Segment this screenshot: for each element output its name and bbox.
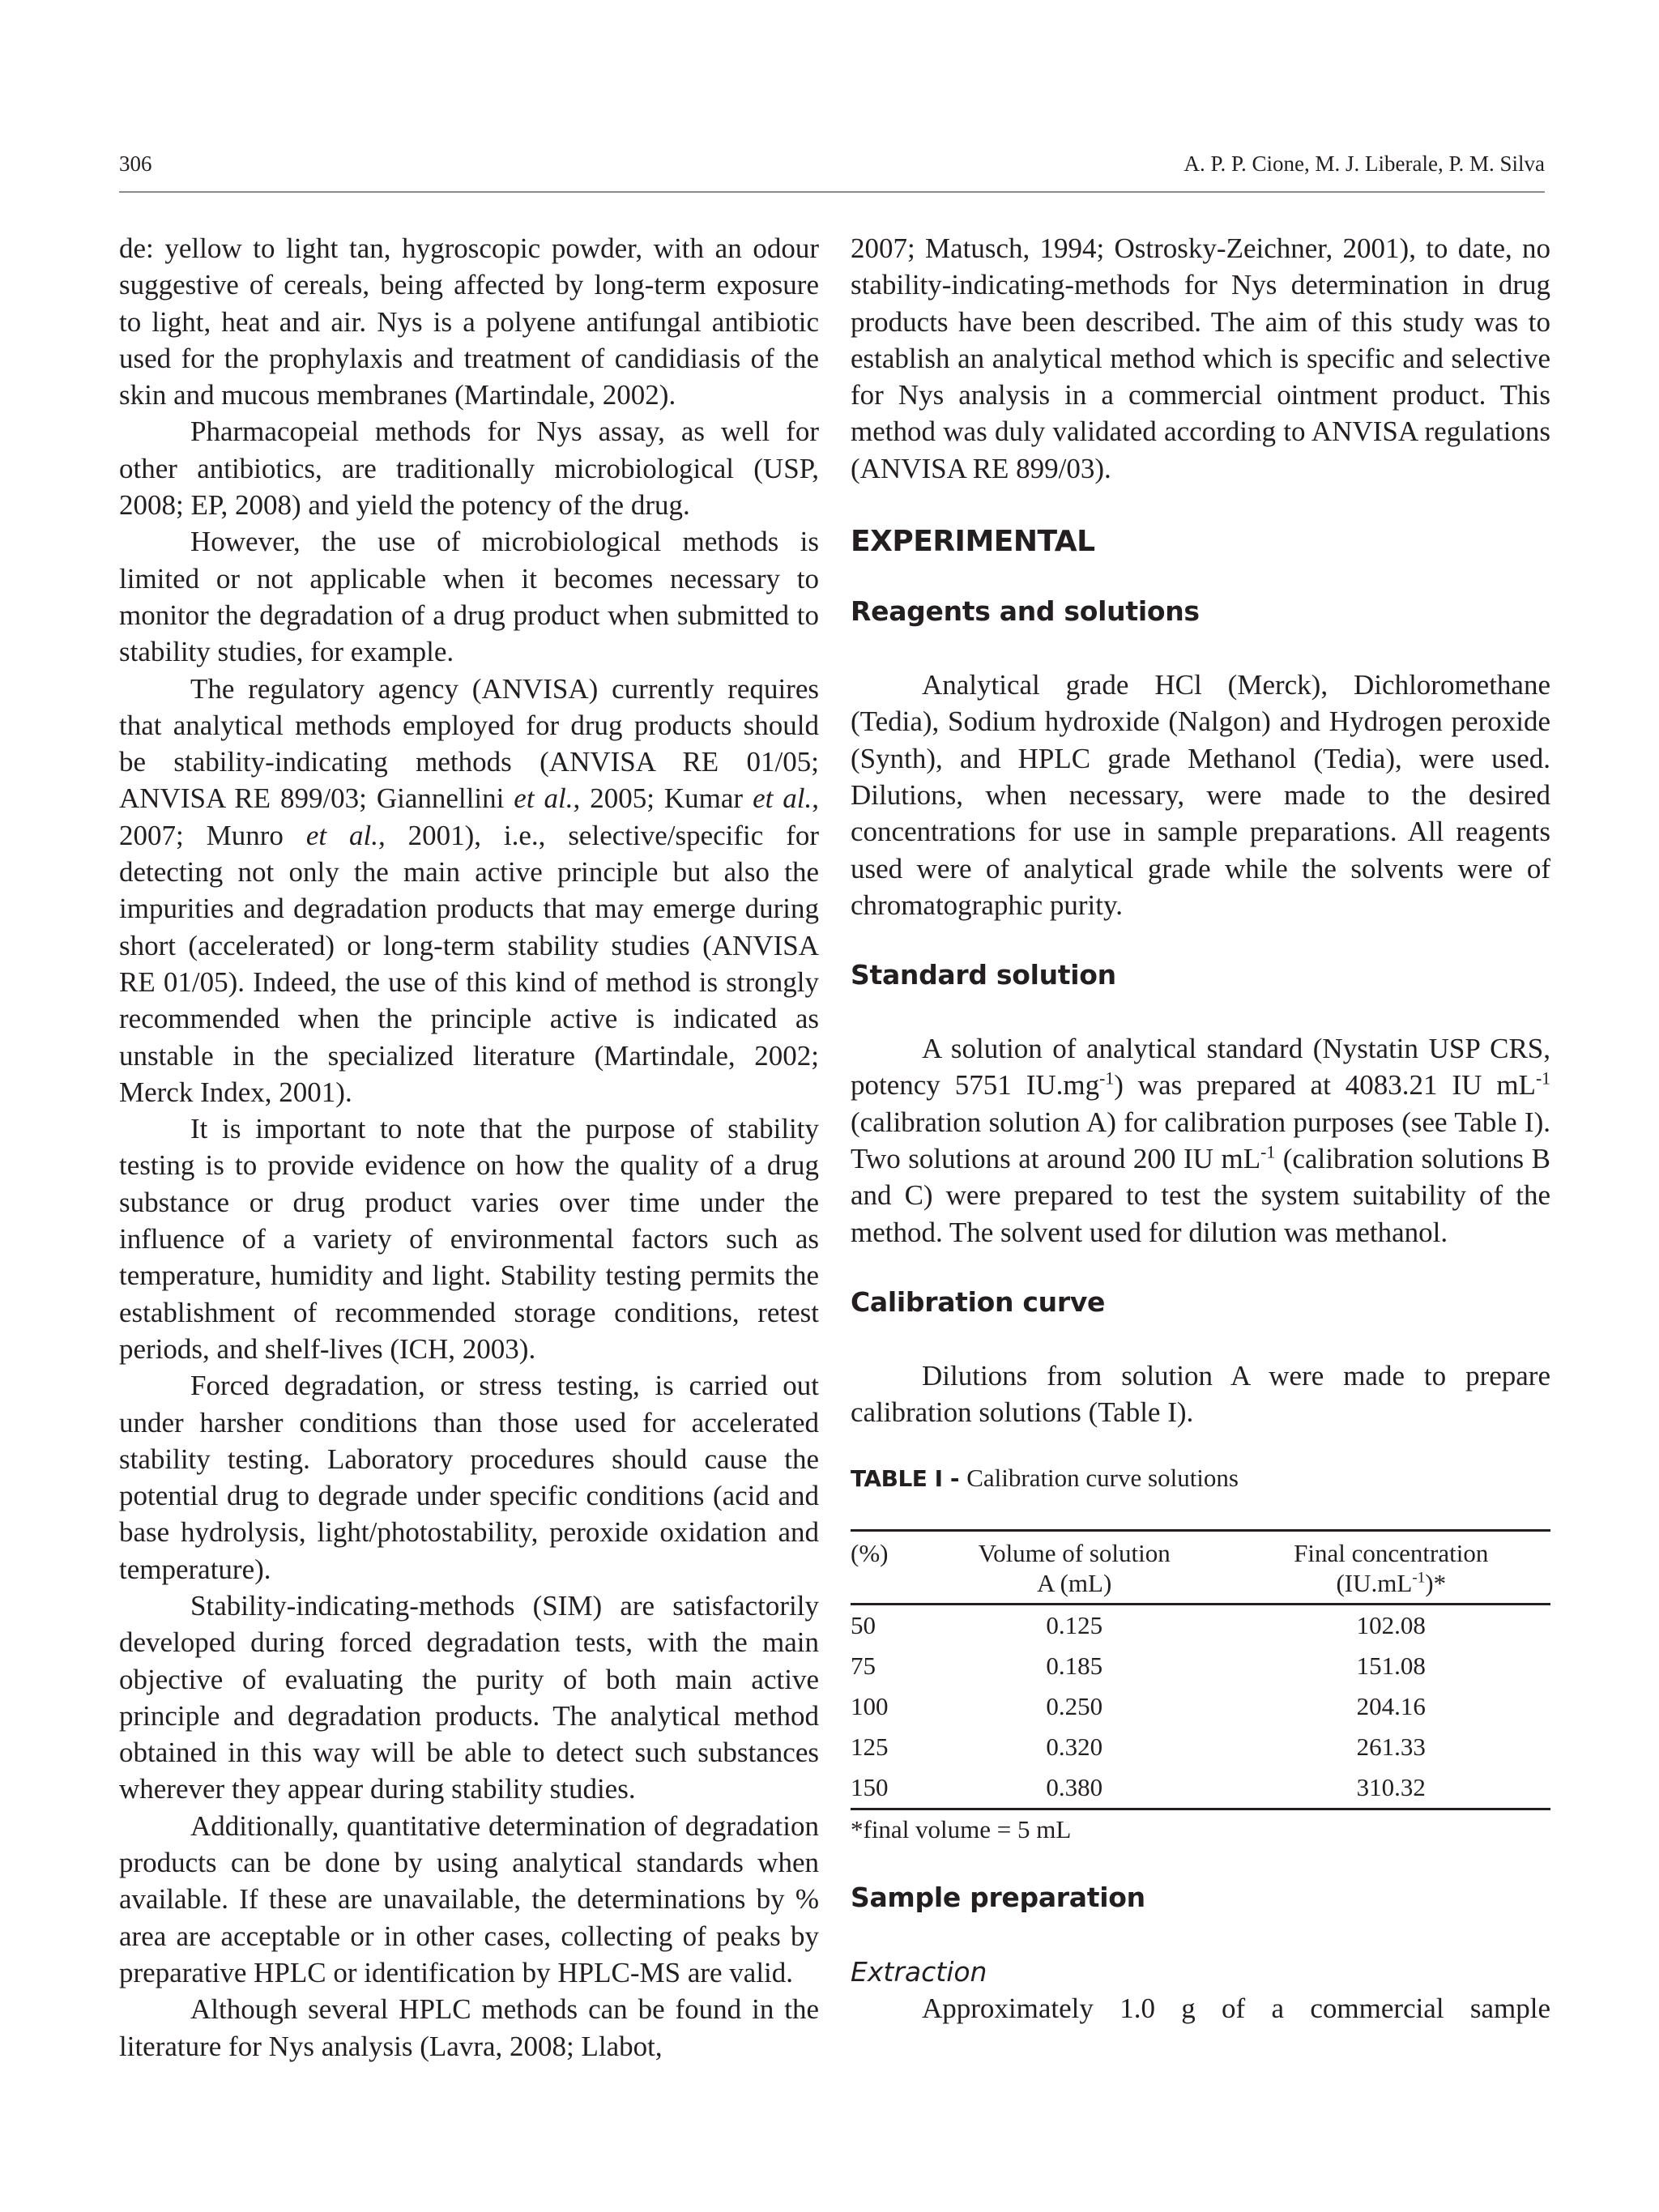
page-number: 306 — [119, 151, 152, 176]
table-label: TABLE I - — [851, 1464, 967, 1492]
header-percent: (%) — [851, 1530, 917, 1604]
paragraph-hplc-methods: Although several HPLC methods can be found in the literature for Nys analysis (Lavra, 2008; Llabot, — [119, 1993, 819, 2062]
paragraph-description: de: yellow to light tan, hygroscopic powder, with an odour suggestive of cereals, being affected by long-term exposure to light, heat and air. Nys is a polyene antifungal antibiotic used for the prophylaxis and treatment of candidiasis of the skin and mucous membranes (Martindale, 2002). — [119, 232, 819, 411]
paragraph-microbiological-limits: However, the use of microbiological methods is limited or not applicable when it becomes necessary to monitor the degradation of a drug product when submitted to stability studies, for example. — [119, 526, 819, 668]
subsection-title-sample-preparation: Sample preparation — [851, 1881, 1145, 1913]
subsection-title-calibration: Calibration curve — [851, 1285, 1106, 1318]
table-row: 100 0.250 204.16 — [851, 1691, 1426, 1720]
running-authors: A. P. P. Cione, M. J. Liberale, P. M. Silva — [1183, 151, 1545, 176]
paragraph-reagents: Analytical grade HCl (Merck), Dichloromethane (Tedia), Sodium hydroxide (Nalgon) and Hydrogen peroxide (Synth), and HPLC grade Methanol (Tedia), were used. Dilutions, when necessary, were made to the desired concentrations for use in sample preparations. All reagents used were of analytical grade while the solvents were of chromatographic purity. — [851, 669, 1550, 921]
table-caption — [851, 1462, 1550, 1495]
table-row: 75 0.185 151.08 — [851, 1651, 1426, 1680]
table-row: 50 0.125 102.08 — [851, 1610, 1426, 1639]
paragraph-regulatory: The regulatory agency (ANVISA) currently requires that analytical methods employed for drug products should be stability-indicating methods (ANVISA RE 01/05; ANVISA RE 899/03; Giannellini et al., 2005; Kumar et al., 2007; Munro et al., 2001), i.e., selective/specific for detecting not only the main active principle but also the impurities and degradation products that may emerge during short (accelerated) or long-term stability studies (ANVISA RE 01/05). Indeed, the use of this kind of method is strongly recommended when the principle active is indicated as unstable in the specialized literature (Martindale, 2002; Merck Index, 2001). — [119, 672, 820, 1108]
paragraph-calibration: Dilutions from solution A were made to prepare calibration solutions (Table I). — [851, 1359, 1550, 1429]
subsection-title-standard-solution: Standard solution — [851, 959, 1116, 991]
paragraph-quantitative: Additionally, quantitative determination of degradation products can be done by using analytical standards when available. If these are unavailable, the determinations by % area are acceptable or in other cases, collecting of peaks by preparative HPLC or identification by HPLC-MS are valid. — [119, 1809, 819, 1988]
paragraph-sim: Stability-indicating-methods (SIM) are satisfactorily developed during forced degradation tests, with the main objective of evaluating the purity of both main active principle and degradation products. The analytical method obtained in this way will be able to detect such substances wherever they appear during stability studies. — [119, 1589, 819, 1805]
right-column — [851, 230, 1550, 2027]
paragraph-stability-purpose: It is important to note that the purpose of stability testing is to provide evidence on how the quality of a drug substance or drug product varies over time under the influence of a variety of environmental factors such as temperature, humidity and light. Stability testing permits the establishment of recommended storage conditions, retest periods, and shelf-lives (ICH, 2003). — [119, 1113, 819, 1365]
header-volume: Volume of solution A (mL) — [917, 1530, 1232, 1604]
section-title-experimental: EXPERIMENTAL — [851, 525, 1095, 559]
table-row: 150 0.380 310.32 — [851, 1767, 1550, 1809]
paragraph-study-aim: 2007; Matusch, 1994; Ostrosky-Zeichner, 2001), to date, no stability-indicating-methods for Nys determination in drug products have been described. The aim of this study was to establish an analytical method which is specific and selective for Nys analysis in a commercial ointment product. This method was duly validated according to ANVISA regulations (ANVISA RE 899/03). — [851, 232, 1550, 484]
paragraph-standard-solution: A solution of analytical standard (Nystatin USP CRS, potency 5751 $IU.mg^{-1}$) was prepared at 4083.21 IU $mL^{-1}$ (calibration solution A) for calibration purposes (see Table I). Two solutions at around 200 IU $mL^{-1}$ (calibration solutions B and C) were prepared to test the system suitability of the method. The solvent used for dilution was methanol. — [851, 1033, 1551, 1248]
subsubsection-title-extraction: Extraction — [851, 1955, 987, 1988]
running-header — [119, 151, 1545, 190]
table-title: Calibration curve solutions — [966, 1463, 1239, 1492]
table-footnote: *final volume = 5 mL — [851, 1814, 1072, 1843]
table-header-row — [851, 1530, 1550, 1604]
header-divider — [119, 191, 1545, 193]
subsection-title-reagents: Reagents and solutions — [851, 595, 1200, 628]
left-column — [119, 230, 819, 2065]
table-row: 125 0.320 261.33 — [851, 1732, 1426, 1761]
calibration-table — [851, 1529, 1550, 1810]
header-final-concentration: Final concentration $(IU.mL^{-1})*$ — [1232, 1530, 1550, 1604]
paragraph-pharmacopeial: Pharmacopeial methods for Nys assay, as well for other antibiotics, are traditionally microbiological (USP, 2008; EP, 2008) and yield the potency of the drug. — [119, 416, 819, 522]
paragraph-extraction: Approximately 1.0 g of a commercial sample — [922, 1992, 1550, 2024]
paragraph-forced-degradation: Forced degradation, or stress testing, is carried out under harsher conditions than those used for accelerated stability testing. Laboratory procedures should cause the potential drug to degrade under specific conditions (acid and base hydrolysis, light/photostability, peroxide oxidation and temperature). — [119, 1370, 819, 1585]
